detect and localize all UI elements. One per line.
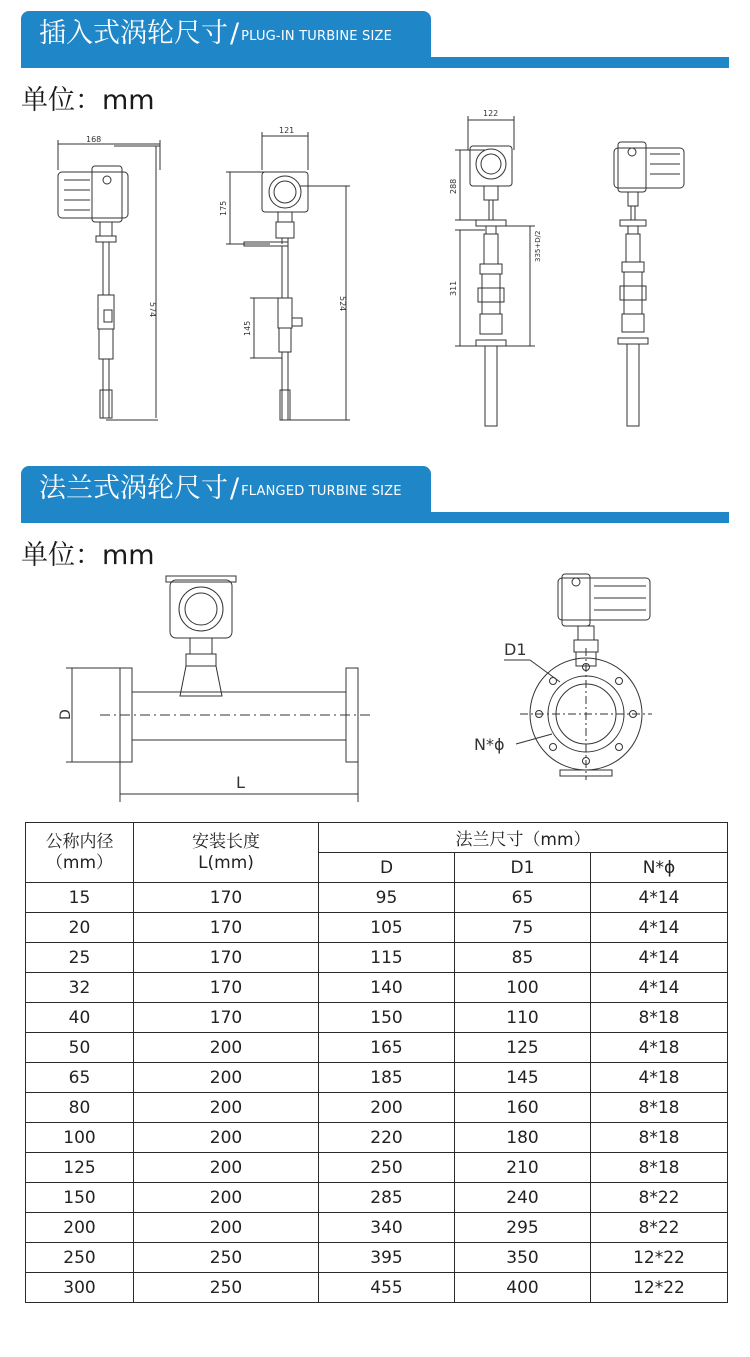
cell-install-length: 200 (134, 1213, 319, 1243)
header-install-length (134, 823, 319, 883)
cell-D: 95 (319, 883, 455, 913)
cell-install-length: 200 (134, 1123, 319, 1153)
cell-N-phi: 4*14 (591, 913, 728, 943)
cell-nominal: 80 (26, 1093, 134, 1123)
section-tab (21, 11, 431, 57)
cell-nominal: 32 (26, 973, 134, 1003)
table-row (26, 883, 728, 913)
cell-D1: 75 (455, 913, 591, 943)
cell-install-length: 170 (134, 1003, 319, 1033)
cell-N-phi: 8*22 (591, 1183, 728, 1213)
section-title: 法兰式涡轮尺寸 (39, 473, 228, 504)
section-header-flanged (21, 466, 729, 523)
cell-install-length: 170 (134, 943, 319, 973)
section-header-plugin (21, 11, 729, 68)
table-row (26, 1123, 728, 1153)
cell-nominal: 300 (26, 1273, 134, 1303)
cell-install-length: 170 (134, 883, 319, 913)
cell-N-phi: 12*22 (591, 1243, 728, 1273)
table-row (26, 1243, 728, 1273)
cell-N-phi: 8*18 (591, 1003, 728, 1033)
cell-N-phi: 8*22 (591, 1213, 728, 1243)
header-install-label: 安装长度 (192, 831, 260, 852)
flanged-view-front (504, 574, 652, 780)
cell-D1: 350 (455, 1243, 591, 1273)
cell-nominal: 200 (26, 1213, 134, 1243)
dim-524: 524 (338, 296, 347, 312)
spec-table-body (26, 883, 728, 1303)
cell-N-phi: 8*18 (591, 1123, 728, 1153)
table-row (26, 1153, 728, 1183)
header-D: D (319, 853, 455, 883)
table-row (26, 1273, 728, 1303)
section-tab (21, 466, 431, 512)
label-L: L (236, 773, 245, 792)
cell-D: 140 (319, 973, 455, 1003)
cell-D: 105 (319, 913, 455, 943)
table-row (26, 1003, 728, 1033)
cell-install-length: 200 (134, 1063, 319, 1093)
header-N-phi: N*ϕ (591, 853, 728, 883)
label-D1: D1 (504, 640, 527, 659)
dim-121: 121 (279, 126, 295, 135)
cell-nominal: 15 (26, 883, 134, 913)
header-flange-size: 法兰尺寸（mm） (319, 823, 728, 853)
cell-D1: 65 (455, 883, 591, 913)
cell-D: 150 (319, 1003, 455, 1033)
cell-install-length: 250 (134, 1273, 319, 1303)
plugin-turbine-drawing (0, 109, 750, 440)
header-D1: D1 (455, 853, 591, 883)
cell-D1: 85 (455, 943, 591, 973)
cell-nominal: 25 (26, 943, 134, 973)
cell-N-phi: 8*18 (591, 1153, 728, 1183)
dim-168: 168 (86, 135, 102, 144)
cell-D: 455 (319, 1273, 455, 1303)
flanged-turbine-drawing (0, 572, 750, 808)
label-D: D (58, 709, 74, 720)
cell-nominal: 150 (26, 1183, 134, 1213)
cell-D: 340 (319, 1213, 455, 1243)
cell-D1: 160 (455, 1093, 591, 1123)
cell-D: 395 (319, 1243, 455, 1273)
section-underline-bar (21, 512, 729, 523)
plugin-view-side-1 (58, 140, 160, 420)
flange-spec-table (25, 822, 728, 1303)
cell-nominal: 125 (26, 1153, 134, 1183)
cell-D: 165 (319, 1033, 455, 1063)
cell-D: 285 (319, 1183, 455, 1213)
cell-N-phi: 4*18 (591, 1033, 728, 1063)
cell-D1: 100 (455, 973, 591, 1003)
unit-label: 单位：mm (21, 540, 155, 571)
cell-install-length: 200 (134, 1093, 319, 1123)
cell-D: 200 (319, 1093, 455, 1123)
cell-D1: 210 (455, 1153, 591, 1183)
section-subtitle: FLANGED TURBINE SIZE (241, 484, 402, 499)
cell-D1: 180 (455, 1123, 591, 1153)
table-row (26, 1213, 728, 1243)
table-row (26, 1063, 728, 1093)
table-row (26, 913, 728, 943)
cell-D: 185 (319, 1063, 455, 1093)
cell-N-phi: 4*14 (591, 973, 728, 1003)
cell-install-length: 170 (134, 913, 319, 943)
cell-D1: 240 (455, 1183, 591, 1213)
plugin-view-front-1 (226, 132, 350, 420)
cell-nominal: 250 (26, 1243, 134, 1273)
section-slash: / (230, 473, 240, 504)
section-underline-bar (21, 57, 729, 68)
cell-nominal: 65 (26, 1063, 134, 1093)
cell-install-length: 170 (134, 973, 319, 1003)
label-N-phi: N*ϕ (474, 735, 505, 754)
header-nominal (26, 823, 134, 883)
section-title: 插入式涡轮尺寸 (39, 18, 228, 49)
cell-D1: 295 (455, 1213, 591, 1243)
dim-145: 145 (243, 320, 252, 336)
dim-288: 288 (449, 178, 458, 194)
cell-D: 250 (319, 1153, 455, 1183)
plugin-view-front-2 (455, 116, 535, 426)
cell-D1: 110 (455, 1003, 591, 1033)
cell-N-phi: 8*18 (591, 1093, 728, 1123)
plugin-view-side-2 (614, 142, 684, 426)
table-row (26, 943, 728, 973)
cell-install-length: 250 (134, 1243, 319, 1273)
header-install-unit: L(mm) (198, 852, 254, 873)
dim-574: 574 (148, 302, 157, 318)
cell-N-phi: 4*14 (591, 883, 728, 913)
header-nominal-unit: （mm） (45, 852, 114, 873)
cell-D: 115 (319, 943, 455, 973)
flanged-view-side (66, 576, 374, 802)
header-nominal-label: 公称内径 (45, 831, 114, 852)
cell-nominal: 50 (26, 1033, 134, 1063)
cell-N-phi: 12*22 (591, 1273, 728, 1303)
dim-335: 335+D/2 (534, 230, 542, 262)
dim-311: 311 (449, 280, 458, 296)
cell-N-phi: 4*14 (591, 943, 728, 973)
unit-label: 单位：mm (21, 85, 155, 116)
cell-install-length: 200 (134, 1183, 319, 1213)
cell-nominal: 100 (26, 1123, 134, 1153)
dim-122: 122 (483, 109, 499, 118)
dim-175: 175 (219, 200, 228, 216)
cell-nominal: 20 (26, 913, 134, 943)
section-slash: / (230, 18, 240, 49)
section-subtitle: PLUG-IN TURBINE SIZE (241, 29, 393, 44)
cell-D1: 145 (455, 1063, 591, 1093)
cell-D: 220 (319, 1123, 455, 1153)
table-row (26, 1093, 728, 1123)
table-row (26, 973, 728, 1003)
cell-D1: 400 (455, 1273, 591, 1303)
table-row (26, 1033, 728, 1063)
cell-install-length: 200 (134, 1033, 319, 1063)
cell-install-length: 200 (134, 1153, 319, 1183)
cell-N-phi: 4*18 (591, 1063, 728, 1093)
table-row (26, 1183, 728, 1213)
cell-nominal: 40 (26, 1003, 134, 1033)
cell-D1: 125 (455, 1033, 591, 1063)
